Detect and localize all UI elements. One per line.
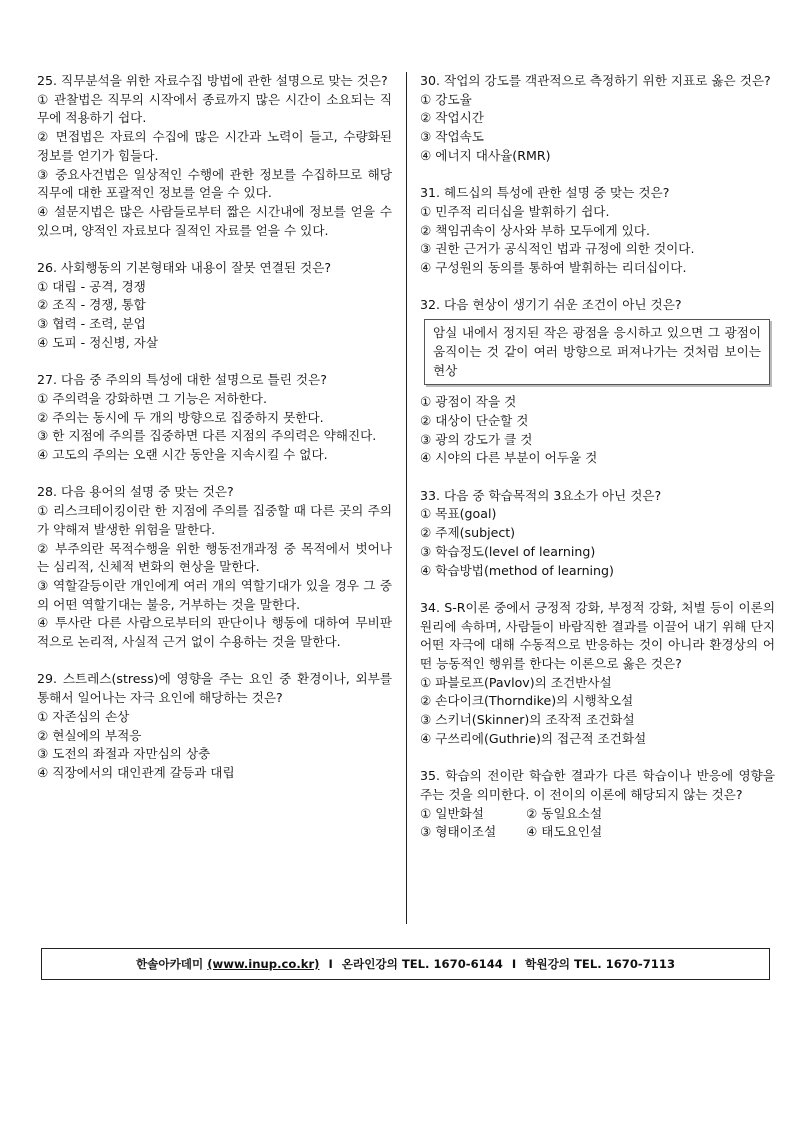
- option-2: ② 주제(subject): [420, 525, 516, 541]
- footer-separator: I: [511, 957, 517, 971]
- option-4: ④ 구성원의 동의를 통하여 발휘하는 리더십이다.: [420, 260, 687, 276]
- option-4: ④ 태도요인설: [526, 824, 603, 840]
- question-30: [420, 72, 775, 166]
- option-4: ④ 도피 - 정신병, 자살: [37, 334, 159, 350]
- option-2: ② 현실에의 부적응: [37, 727, 142, 743]
- question-34: [420, 599, 775, 749]
- question-stem: 32. 다음 현상이 생기기 쉬운 조건이 아닌 것은?: [420, 297, 682, 313]
- option-1: ① 대립 - 공격, 경쟁: [37, 278, 146, 294]
- option-2: ② 대상이 단순할 것: [420, 412, 529, 428]
- question-stem: 34. S-R이론 중에서 긍정적 강화, 부정적 강화, 처벌 등이 이론의 원리에 속하며, 사람들이 바람직한 결과를 이끌어 내기 위해 단지 어떤 자극에 대해 수동적으로 반응하는 것이 아니라 환경상의 어떤 능동적인 행위를 한다는 이론으로 옳은 것은?: [420, 599, 775, 672]
- option-4: ④ 에너지 대사율(RMR): [420, 147, 551, 163]
- right-column: [420, 72, 775, 861]
- column-divider: [406, 72, 407, 924]
- option-1: ① 주의력을 강화하면 그 기능은 저하한다.: [37, 390, 267, 406]
- option-4: ④ 투사란 다른 사람으로부터의 판단이나 행동에 대하여 무비판적으로 논리적, 사실적 근거 없이 수용하는 것을 말한다.: [37, 615, 392, 650]
- option-2: ② 작업시간: [420, 110, 484, 126]
- option-2: ② 동일요소설: [526, 805, 603, 821]
- option-3: ③ 형태이조설: [420, 824, 497, 840]
- option-3: ③ 광의 강도가 클 것: [420, 431, 533, 447]
- option-3: ③ 중요사건법은 일상적인 수행에 관한 정보를 수집하므로 해당 직무에 대한 포괄적인 정보를 얻을 수 있다.: [37, 166, 392, 201]
- option-3: ③ 권한 근거가 공식적인 법과 규정에 의한 것이다.: [420, 241, 695, 257]
- question-stem: 31. 헤드십의 특성에 관한 설명 중 맞는 것은?: [420, 185, 670, 201]
- option-1: ① 강도율: [420, 91, 472, 107]
- option-3: ③ 협력 - 조력, 분업: [37, 316, 146, 332]
- option-4: ④ 직장에서의 대인관계 갈등과 대립: [37, 764, 235, 780]
- question-32: [420, 296, 775, 468]
- option-4: ④ 시야의 다른 부분이 어두울 것: [420, 450, 598, 466]
- question-stem: 30. 작업의 강도를 객관적으로 측정하기 위한 지표로 옳은 것은?: [420, 73, 771, 88]
- option-3: ③ 역할갈등이란 개인에게 여러 개의 역할기대가 있을 경우 그 중의 어떤 역할기대는 불응, 거부하는 것을 말한다.: [37, 577, 392, 612]
- question-35: [420, 767, 775, 842]
- option-1: ① 광점이 작을 것: [420, 394, 517, 410]
- question-stem: 29. 스트레스(stress)에 영향을 주는 요인 중 환경이나, 외부를 통해서 일어나는 자극 요인에 해당하는 것은?: [37, 671, 392, 706]
- options-row: [420, 823, 775, 842]
- question-27: [37, 371, 392, 465]
- question-stem: 28. 다음 용어의 설명 중 맞는 것은?: [37, 484, 234, 500]
- question-stem: 25. 직무분석을 위한 자료수집 방법에 관한 설명으로 맞는 것은?: [37, 73, 388, 88]
- question-stem: 33. 다음 중 학습목적의 3요소가 아닌 것은?: [420, 487, 662, 503]
- academy-url-link[interactable]: (www.inup.co.kr): [207, 957, 320, 971]
- online-lecture-phone: 온라인강의 TEL. 1670-6144: [341, 957, 503, 971]
- question-28: [37, 483, 392, 651]
- option-1: ① 자존심의 손상: [37, 708, 130, 724]
- question-26: [37, 259, 392, 353]
- option-1: ① 일반화설: [420, 805, 484, 821]
- option-3: ③ 스키너(Skinner)의 조작적 조건화설: [420, 712, 635, 728]
- question-31: [420, 184, 775, 278]
- question-stem: 35. 학습의 전이란 학습한 결과가 다른 학습이나 반응에 영향을 주는 것을 의미한다. 이 전이의 이론에 해당되지 않는 것은?: [420, 768, 775, 802]
- question-stem: 26. 사회행동의 기본형태와 내용이 잘못 연결된 것은?: [37, 260, 332, 276]
- option-1: ① 파블로프(Pavlov)의 조건반사설: [420, 674, 612, 690]
- phenomenon-box: 암실 내에서 정지된 작은 광점을 응시하고 있으면 그 광점이 움직이는 것 같이 여러 방향으로 퍼져나가는 것처럼 보이는 현상: [424, 319, 770, 385]
- option-2: ② 조직 - 경쟁, 통합: [37, 297, 146, 313]
- offline-lecture-phone: 학원강의 TEL. 1670-7113: [525, 957, 676, 971]
- option-2: ② 면접법은 자료의 수집에 많은 시간과 노력이 들고, 수량화된 정보를 얻기가 힘들다.: [37, 129, 392, 163]
- option-3: ③ 학습정도(level of learning): [420, 543, 596, 559]
- question-33: [420, 487, 775, 581]
- left-column: [37, 72, 392, 801]
- question-29: [37, 670, 392, 782]
- option-4: ④ 고도의 주의는 오랜 시간 동안을 지속시킬 수 없다.: [37, 447, 328, 463]
- option-4: ④ 구쓰리에(Guthrie)의 접근적 조건화설: [420, 730, 647, 746]
- option-1: ① 리스크테이킹이란 한 지점에 주의를 집중할 때 다른 곳의 주의가 약해져 발생한 위험을 말한다.: [37, 503, 392, 537]
- options-row: [420, 805, 775, 824]
- question-stem: 27. 다음 중 주의의 특성에 대한 설명으로 틀린 것은?: [37, 372, 327, 388]
- option-3: ③ 작업속도: [420, 129, 484, 145]
- option-1: ① 민주적 리더십을 발휘하기 쉽다.: [420, 203, 610, 219]
- option-1: ① 관찰법은 직무의 시작에서 종료까지 많은 시간이 소요되는 직무에 적용하기 쉽다.: [37, 91, 392, 126]
- option-2: ② 책임귀속이 상사와 부하 모두에게 있다.: [420, 222, 650, 238]
- option-2: ② 주의는 동시에 두 개의 방향으로 집중하지 못한다.: [37, 409, 324, 425]
- academy-name: 한솔아카데미: [135, 957, 204, 971]
- option-3: ③ 도전의 좌절과 자만심의 상충: [37, 746, 211, 762]
- option-1: ① 목표(goal): [420, 506, 497, 522]
- option-4: ④ 학습방법(method of learning): [420, 562, 614, 578]
- footer-separator: I: [328, 957, 333, 971]
- option-3: ③ 한 지점에 주의를 집중하면 다른 지점의 주의력은 약해진다.: [37, 428, 377, 444]
- option-2: ② 부주의란 목적수행을 위한 행동전개과정 중 목적에서 벗어나는 심리적, 신체적 변화의 현상을 말한다.: [37, 540, 392, 575]
- option-4: ④ 설문지법은 많은 사람들로부터 짧은 시간내에 정보를 얻을 수 있으며, 양적인 자료보다 질적인 자료를 얻을 수 있다.: [37, 203, 392, 238]
- footer-banner: [41, 948, 770, 980]
- option-2: ② 손다이크(Thorndike)의 시행착오설: [420, 693, 634, 709]
- question-25: [37, 72, 392, 240]
